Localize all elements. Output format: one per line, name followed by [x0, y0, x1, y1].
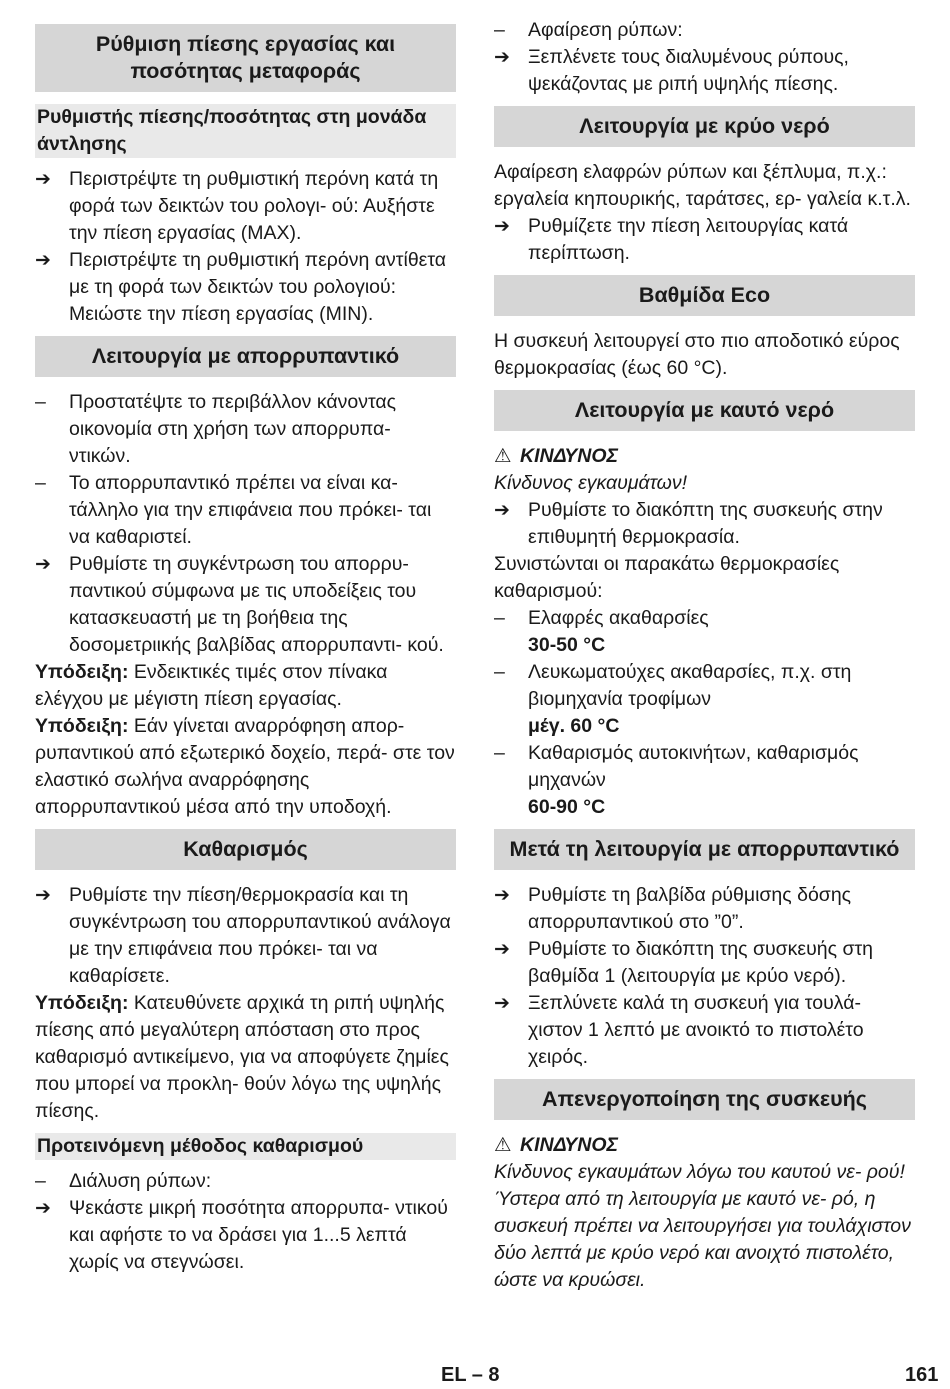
note-label: Υπόδειξη: [35, 992, 129, 1014]
list-item [494, 740, 915, 821]
list-item [494, 882, 915, 936]
step-text: Ρυθμίστε την πίεση/θερμοκρασία και τη συγκέντρωση του απορρυπαντικού ανάλογα με την επιφάνεια που πρόκει- ται να καθαρίσετε. [69, 884, 451, 987]
list-item [35, 1195, 456, 1276]
step-text: Περιστρέψτε τη ρυθμιστική περόνη αντίθετα με τη φορά των δεικτών του ρολογιού: Μειώστε την πίεση εργασίας (MIN). [69, 249, 447, 325]
dash-bullet: – [494, 19, 505, 41]
warning-icon: ⚠ [494, 1134, 512, 1156]
danger-label: ΚΙΝΔΥΝΟΣ [520, 445, 619, 467]
dash-bullet: – [35, 472, 46, 494]
list-item [35, 166, 456, 247]
list-item [494, 44, 915, 98]
dash-bullet: – [35, 391, 46, 413]
heading-cleaning: Καθαρισμός [35, 829, 456, 870]
note-text: Εάν γίνεται αναρρόφηση απορ- ρυπαντικού από εξωτερικό δοχείο, περά- στε τον ελαστικό σωλήνα αναρρόφησης απορρυπαντικού μέσα από την υποδοχή. [35, 715, 455, 818]
list-item [494, 936, 915, 990]
note-text: Κατευθύνετε αρχικά τη ριπή υψηλής πίεσης από μεγαλύτερη απόσταση στο προς καθαρισμό αντικείμενο, για να αποφύγετε ζημίες που μπορεί να προκλη- θούν λόγω της υψηλής πίεσης. [35, 992, 449, 1122]
note-paragraph [35, 990, 456, 1125]
temp-label: Λευκωματούχες ακαθαρσίες, π.χ. στη βιομηχανία τροφίμων [528, 661, 852, 710]
list-item [35, 551, 456, 659]
arrow-icon: ➔ [35, 169, 51, 190]
dash-bullet: – [494, 742, 505, 764]
arrow-icon: ➔ [35, 885, 51, 906]
body-paragraph: Η συσκευή λειτουργεί στο πιο αποδοτικό εύρος θερμοκρασίας (έως 60 °C). [494, 330, 900, 379]
danger-label: ΚΙΝΔΥΝΟΣ [520, 1134, 619, 1156]
item-text: Διάλυση ρύπων: [69, 1170, 212, 1192]
step-text: Ρυθμίστε το διακόπτη της συσκευής στη βαθμίδα 1 (λειτουργία με κρύο νερό). [528, 938, 874, 987]
list-item [494, 605, 915, 659]
page-number: 161 [905, 1364, 939, 1386]
dash-bullet: – [494, 661, 505, 683]
list-item [494, 497, 915, 551]
danger-text: Κίνδυνος εγκαυμάτων! [494, 472, 687, 494]
body-paragraph: Αφαίρεση ελαφρών ρύπων και ξέπλυμα, π.χ.: εργαλεία κηπουρικής, ταράτσες, ερ- γαλεία κ.τ.λ. [494, 161, 911, 210]
list-item [35, 389, 456, 470]
list-item [35, 1168, 456, 1195]
page-footer-code: EL – 8 [441, 1364, 500, 1386]
arrow-icon: ➔ [494, 216, 510, 237]
step-text: Ρυθμίζετε την πίεση λειτουργίας κατά περίπτωση. [528, 215, 849, 264]
step-text: Ξεπλένετε τους διαλυμένους ρύπους, ψεκάζοντας με ριπή υψηλής πίεσης. [528, 46, 849, 95]
arrow-icon: ➔ [494, 993, 510, 1014]
heading-detergent-operation: Λειτουργία με απορρυπαντικό [35, 336, 456, 377]
note-label: Υπόδειξη: [35, 661, 129, 683]
list-item [494, 659, 915, 740]
heading-hot-water: Λειτουργία με καυτό νερό [494, 390, 915, 431]
arrow-icon: ➔ [494, 500, 510, 521]
step-text: Ξεπλύνετε καλά τη συσκευή για τουλά- χιστον 1 λεπτό με ανοικτό το πιστολέτο χειρός. [528, 992, 864, 1068]
step-text: Περιστρέψτε τη ρυθμιστική περόνη κατά τη φορά των δεικτών του ρολογι- ού: Αυξήστε την πίεση εργασίας (MAX). [69, 168, 439, 244]
temp-label: Ελαφρές ακαθαρσίες [528, 607, 709, 629]
danger-heading [494, 443, 915, 470]
note-label: Υπόδειξη: [35, 715, 129, 737]
heading-after-detergent: Μετά τη λειτουργία με απορρυπαντικό [494, 829, 915, 870]
danger-text: Κίνδυνος εγκαυμάτων λόγω του καυτού νε- ρού! Ύστερα από τη λειτουργία με καυτό νε- ρό, η συσκευή πρέπει να λειτουργήσει για τουλάχιστον δύο λεπτά με κρύο νερό και ανοιχτό πιστολέτο, ώστε να κρυώσει. [494, 1161, 911, 1291]
subheading-pump-regulator: Ρυθμιστής πίεσης/ποσότητας στη μονάδα άντλησης [35, 104, 456, 158]
step-text: Ρυθμίστε το διακόπτη της συσκευής στην επιθυμητή θερμοκρασία. [528, 499, 883, 548]
temp-value: μέγ. 60 °C [528, 715, 620, 737]
left-column [35, 20, 456, 1276]
note-paragraph [35, 713, 456, 821]
temp-value: 60-90 °C [528, 796, 606, 818]
list-item [494, 17, 915, 44]
step-text: Ψεκάστε μικρή ποσότητα απορρυπα- ντικού και αφήστε το να δράσει για 1...5 λεπτά χωρίς να στεγνώσει. [69, 1197, 448, 1273]
heading-eco-level: Βαθμίδα Eco [494, 275, 915, 316]
right-column [494, 17, 915, 1294]
item-text: Αφαίρεση ρύπων: [528, 19, 683, 41]
list-item [35, 882, 456, 990]
list-item [35, 247, 456, 328]
arrow-icon: ➔ [35, 554, 51, 575]
note-text: Ενδεικτικές τιμές στον πίνακα ελέγχου με μέγιστη πίεση εργασίας. [35, 661, 388, 710]
danger-heading [494, 1132, 915, 1159]
arrow-icon: ➔ [35, 250, 51, 271]
step-text: Ρυθμίστε τη βαλβίδα ρύθμισης δόσης απορρυπαντικού στο ”0”. [528, 884, 852, 933]
list-item [494, 990, 915, 1071]
temp-label: Καθαρισμός αυτοκινήτων, καθαρισμός μηχανών [528, 742, 859, 791]
body-paragraph: Συνιστώνται οι παρακάτω θερμοκρασίες καθαρισμού: [494, 553, 840, 602]
step-text: Ρυθμίστε τη συγκέντρωση του απορρυ- παντικού σύμφωνα με τις υποδείξεις του κατασκευαστή με τη βοήθεια της δοσομετριικής βαλβίδας απορρυπαντι- κού. [69, 553, 444, 656]
arrow-icon: ➔ [494, 939, 510, 960]
heading-pressure-settings: Ρύθμιση πίεσης εργασίας και ποσότητας μεταφοράς [35, 24, 456, 92]
list-item [35, 470, 456, 551]
arrow-icon: ➔ [35, 1198, 51, 1219]
heading-cold-water: Λειτουργία με κρύο νερό [494, 106, 915, 147]
warning-icon: ⚠ [494, 445, 512, 467]
subheading-recommended-method: Προτεινόμενη μέθοδος καθαρισμού [35, 1133, 456, 1160]
dash-bullet: – [494, 607, 505, 629]
note-paragraph [35, 659, 456, 713]
item-text: Προστατέψτε το περιβάλλον κάνοντας οικονομία στη χρήση των απορρυπα- ντικών. [69, 391, 397, 467]
dash-bullet: – [35, 1170, 46, 1192]
heading-device-shutdown: Απενεργοποίηση της συσκευής [494, 1079, 915, 1120]
arrow-icon: ➔ [494, 885, 510, 906]
arrow-icon: ➔ [494, 47, 510, 68]
list-item [494, 213, 915, 267]
item-text: Το απορρυπαντικό πρέπει να είναι κα- τάλληλο για την επιφάνεια που πρόκει- ται να καθαριστεί. [69, 472, 432, 548]
temp-value: 30-50 °C [528, 634, 606, 656]
